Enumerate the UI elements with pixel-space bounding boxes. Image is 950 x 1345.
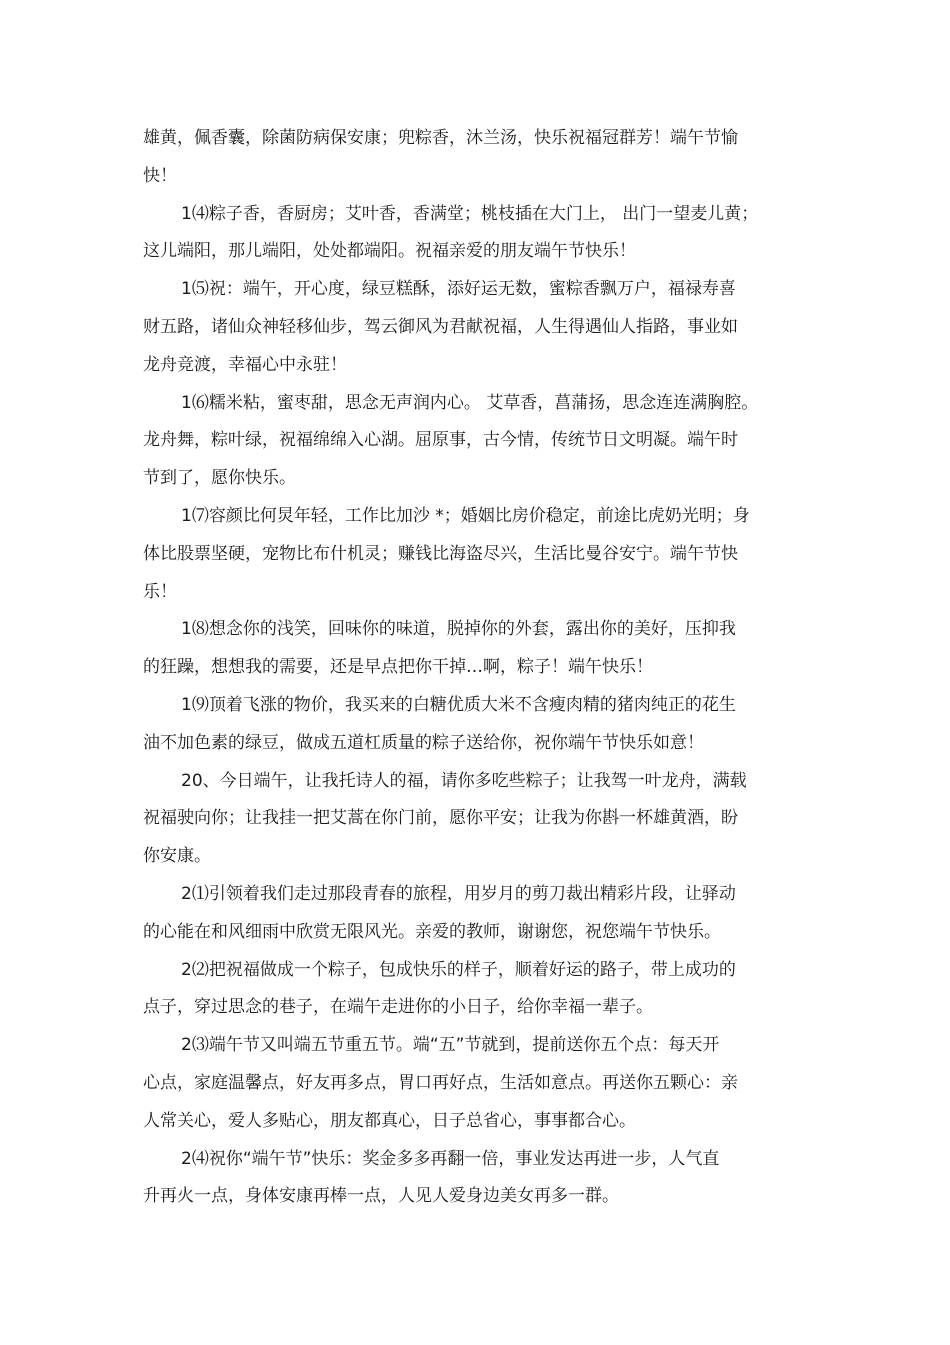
paragraph [143,611,793,687]
text-line: 20、今日端午，让我托诗人的福，请你多吃些粽子；让我驾一叶龙舟，满载 [181,770,747,791]
paragraph [143,120,793,196]
text-line: 雄黄，佩香囊，除菌防病保安康；兜粽香，沐兰汤，快乐祝福冠群芳！端午节愉 [143,128,738,148]
text-line: 体比股票坚硬，宠物比布什机灵；赚钱比海盗尽兴，生活比曼谷安宁。端午节快 [143,543,738,564]
text-line: 2⑷祝你“端午节”快乐：奖金多多再翻一倍，事业发达再进一步，人气直 [181,1148,720,1169]
text-line: 2⑵把祝福做成一个粽子，包成快乐的样子，顺着好运的路子，带上成功的 [181,959,736,980]
text-line: 乐！ [143,581,177,602]
text-line: 心点，家庭温馨点，好友再多点，胃口再好点，生活如意点。再送你五颗心：亲 [143,1072,738,1093]
text-line: 你安康。 [143,846,211,867]
text-line: 油不加色素的绿豆，做成五道杠质量的粽子送给你，祝你端午节快乐如意！ [143,732,704,753]
paragraph [143,271,793,384]
paragraph [143,876,793,952]
text-line: 龙舟舞，粽叶绿，祝福绵绵入心湖。屈原事，古今情，传统节日文明凝。端午时 [143,430,738,451]
paragraph [143,952,793,1028]
text-line: 的狂躁，想想我的需要，还是早点把你干掉…啊，粽子！端午快乐！ [143,657,653,678]
paragraph [143,196,793,272]
paragraph [143,1027,793,1140]
text-line: 1⑼顶着飞涨的物价，我买来的白糖优质大米不含瘦肉精的猪肉纯正的花生 [181,694,736,715]
text-line: 2⑶端午节又叫端五节重五节。端“五”节就到，提前送你五个点：每天开 [181,1035,720,1056]
text-line: 人常关心，爱人多贴心，朋友都真心，日子总省心，事事都合心。 [143,1110,636,1131]
text-line: 点子，穿过思念的巷子，在端午走进你的小日子，给你幸福一辈子。 [143,997,653,1018]
paragraph [143,763,793,876]
text-line: 这儿端阳，那儿端阳，处处都端阳。祝福亲爱的朋友端午节快乐！ [143,241,636,262]
text-line: 节到了，愿你快乐。 [143,468,296,489]
document-body [143,120,793,1216]
paragraph [143,385,793,498]
text-line: 财五路，诸仙众神轻移仙步，驾云御风为君献祝福，人生得遇仙人指路，事业如 [143,316,738,337]
text-line: 1⑺容颜比何炅年轻，工作比加沙 *；婚姻比房价稳定，前途比虎奶光明；身 [181,505,750,526]
text-line: 1⑹糯米粘，蜜枣甜，思念无声润内心。 艾草香，菖蒲扬，思念连连满胸腔。 [181,392,759,413]
paragraph [143,687,793,763]
text-line: 龙舟竞渡，幸福心中永驻！ [143,354,347,375]
text-line: 1⑸祝：端午，开心度，绿豆糕酥，添好运无数，蜜粽香飘万户，福禄寿喜 [181,279,736,300]
text-line: 的心能在和风细雨中欣赏无限风光。亲爱的教师，谢谢您，祝您端午节快乐。 [143,921,721,942]
text-line: 快！ [143,165,177,186]
text-line: 1⑷粽子香，香厨房；艾叶香，香满堂；桃枝插在大门上， 出门一望麦儿黄； [181,203,759,224]
text-line: 升再火一点，身体安康再棒一点，人见人爱身边美女再多一群。 [143,1186,619,1207]
text-line: 2⑴引领着我们走过那段青春的旅程，用岁月的剪刀裁出精彩片段，让驿动 [181,883,736,904]
paragraph [143,1141,793,1217]
paragraph [143,498,793,611]
text-line: 祝福驶向你；让我挂一把艾蒿在你门前，愿你平安；让我为你斟一杯雄黄酒，盼 [143,808,738,829]
text-line: 1⑻想念你的浅笑，回味你的味道，脱掉你的外套，露出你的美好，压抑我 [181,619,736,640]
